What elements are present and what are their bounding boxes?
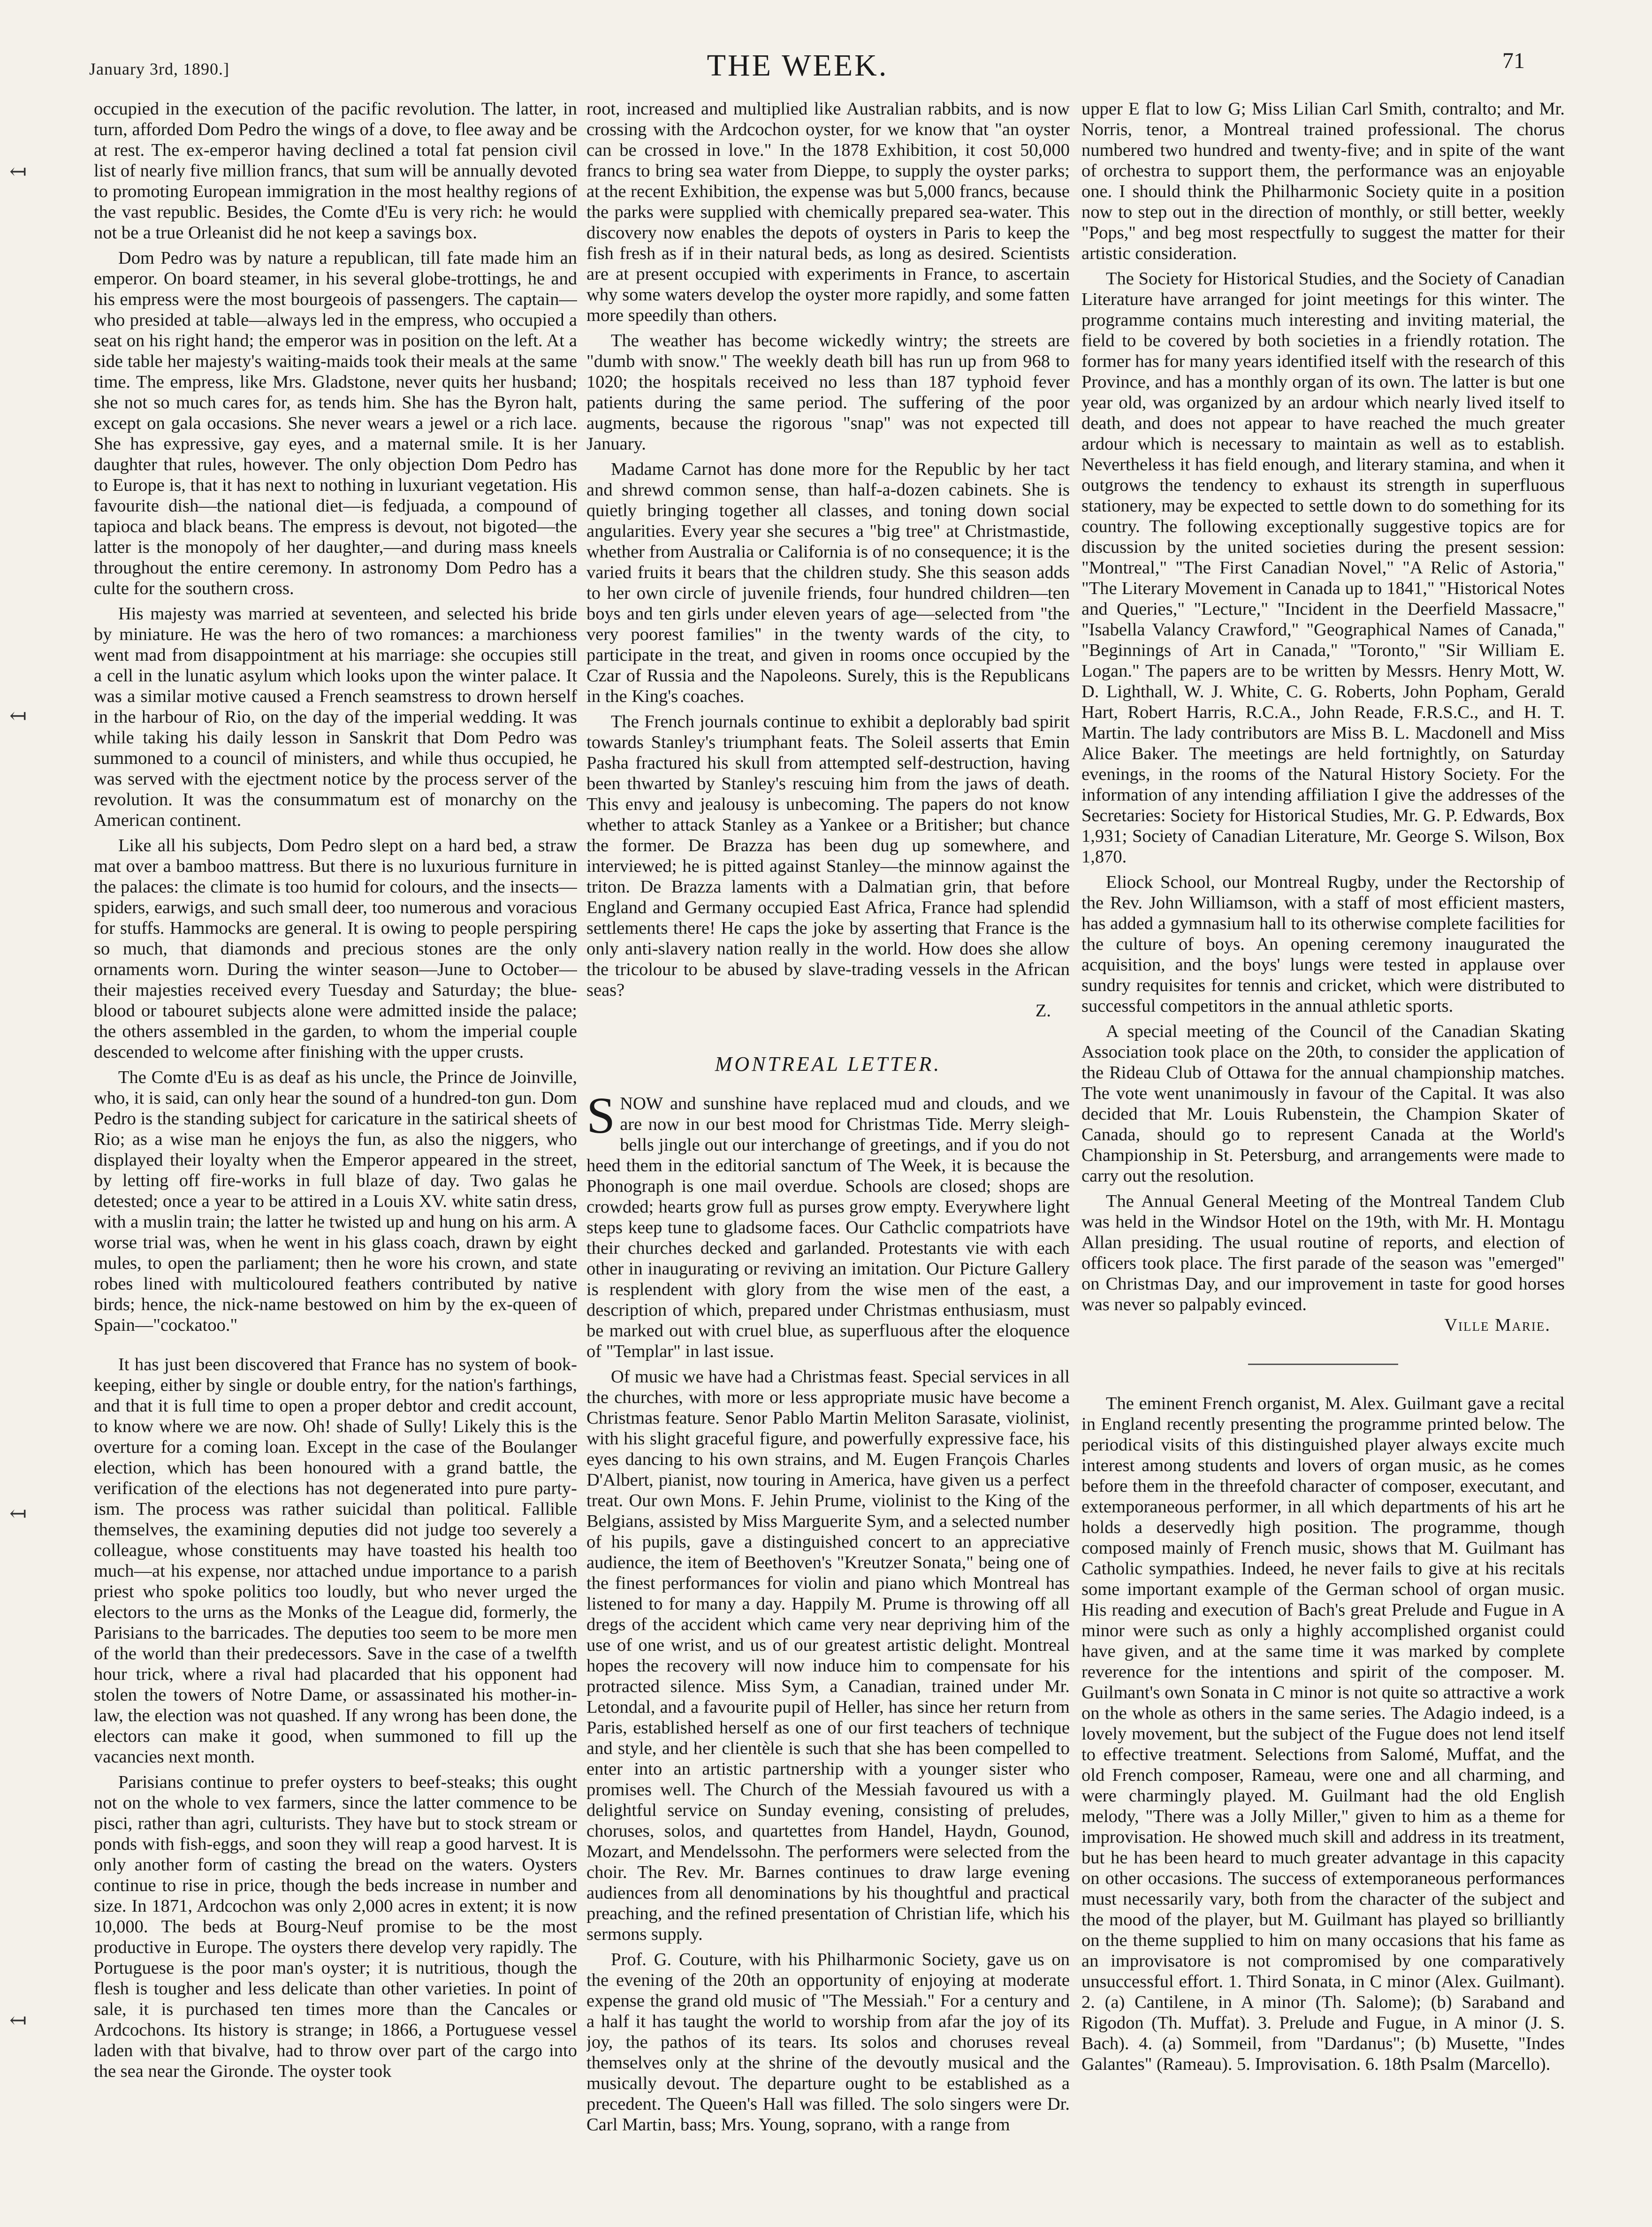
paragraph-lead — [586, 1087, 1070, 1362]
lead-text: NOW and sunshine have replaced mud and clouds, and we are now in our best mood for Christmas Tide. Merry sleigh-bells jingle out our interchange of greetings, and if you do not heed them in the editorial sanctum of The Week, it is because the Phonograph is one mail overdue. Schools are closed; shops are crowded; hearts grow full as purses grow empty. Everywhere light steps keep tune to gladsome faces. Our Cathclic compatriots have their churches decked and garlanded. Protestants vie with each other in inaugurating or reviving an imitation. Our Picture Gallery is resplendent with glory from the wise men of the east, a description of which, prepared under Christmas enthusiasm, must be marked out with cruel blue, as superfluous after the eloquence of "Templar" in last issue. — [586, 1094, 1070, 1361]
paragraph: Madame Carnot has done more for the Republic by her tact and shrewd common sense, than half-a-dozen cabinets. She is quietly bringing together all classes, and toning down social angularities. Every year she secures a "big tree" at Christmastide, whether from Australia or California is of no consequence; it is the varied fruits it bears that the children study. She this season adds to her own circle of juvenile friends, four hundred children—ten boys and ten girls under eleven years of age—selected from "the very poorest families" in the twenty wards of the city, to participate in the treat, and given in rooms once occupied by the Czar of Russia and the Napoleons. Surely, this is the Republicans in the King's coaches. — [586, 459, 1070, 706]
paragraph: Parisians continue to prefer oysters to beef-steaks; this ought not on the whole to vex farmers, since the latter commence to be pisci, rather than agri, culturists. They have but to stock stream or ponds with fish-eggs, and soon they will reap a good harvest. It is only another form of casting the bread on the waters. Oysters continue to rise in price, though the beds increase in number and size. In 1871, Ardcochon was only 2,000 acres in extent; it is now 10,000. The beds at Bourg-Neuf promise to be the most productive in Europe. The oysters there develop very rapidly. The Portuguese is the poor man's oyster; it is nutritious, though the flesh is tougher and less delicate than other varieties. In point of sale, it is purchased ten times more than the Cancales or Ardcochons. Its history is strange; in 1866, a Portuguese vessel laden with that bivalve, had to throw over part of the cargo into the sea near the Gironde. The oyster took — [94, 1772, 577, 2081]
page-number: 71 — [1502, 48, 1525, 73]
margin-mark: ↤ — [9, 2009, 27, 2032]
masthead-title: THE WEEK. — [707, 48, 889, 83]
paragraph: Eliock School, our Montreal Rugby, under the Rectorship of the Rev. John Williamson, with a staff of most efficient masters, has added a gymnasium hall to its otherwise complete facilities for the culture of boys. An opening ceremony inaugurated the acquisition, and the boys' lungs were tested in applause over sundry requisites for tennis and cricket, which were distributed to successful competitors in the annual athletic sports. — [1081, 872, 1565, 1016]
paragraph: The eminent French organist, M. Alex. Guilmant gave a recital in England recently presenting the programme printed below. The periodical visits of this distinguished player always excite much interest among students and lovers of organ music, as he comes before them in the threefold character of composer, executant, and extemporaneous performer, in all which departments of his art he holds a deservedly high position. The programme, though composed mainly of French music, shows that M. Guilmant has Catholic sympathies. Indeed, he never fails to give at his recitals some important example of the German school of organ music. His reading and execution of Bach's great Prelude and Fugue in A minor were such as only a highly accomplished organist could have given, and at the same time it was marked by complete reverence for the intentions and spirit of the composer. M. Guilmant's own Sonata in C minor is not quite so attractive a work on the whole as others in the same series. The Adagio indeed, is a lovely movement, but the subject of the Fugue does not lend itself to effective treatment. Selections from Salomé, Muffat, and the old French composer, Rameau, were one and all charming, and were charmingly played. M. Guilmant had the old English melody, "There was a Jolly Miller," given to him as a theme for improvisation. He showed much skill and address in its treatment, but he has been heard to much greater advantage in this capacity on other occasions. The success of extemporaneous performances must necessarily vary, both from the character of the subject and the mood of the player, but M. Guilmant has played so brilliantly on the theme supplied to him on many occasions that his fame as an improvisatore is not compromised by one comparatively unsuccessful effort. 1. Third Sonata, in C minor (Alex. Guilmant). 2. (a) Cantilene, in A minor (Th. Salome); (b) Saraband and Rigodon (Th. Muffat). 3. Prelude and Fugue, in A minor (J. S. Bach). 4. (a) Sommeil, from "Dardanus"; (b) Musette, "Indes Galantes" (Rameau). 5. Improvisation. 6. 18th Psalm (Marcello). — [1081, 1394, 1565, 2074]
paragraph: upper E flat to low G; Miss Lilian Carl Smith, contralto; and Mr. Norris, tenor, a Montreal trained professional. The chorus numbered two hundred and twenty-five; and in spite of the want of orchestra to support them, the performance was an enjoyable one. I should think the Philharmonic Society quite in a position now to step out in the direction of monthly, or still better, weekly "Pops," and beg most respectfully to suggest the matter for their artistic consideration. — [1081, 99, 1565, 263]
column-3 — [1081, 99, 1565, 2182]
paragraph: Dom Pedro was by nature a republican, till fate made him an emperor. On board steamer, in his several globe-trottings, he and his empress were the most bourgeois of passengers. The captain—who presided at table—always led in the empress, who occupied a seat on his right hand; the emperor was in position on the left. At a side table her majesty's waiting-maids took their meals at the same time. The empress, like Mrs. Gladstone, never quits her husband; she not so much cares for, as tends him. She has the Byron halt, except on gala occasions. She never wears a jewel or a rich lace. She has expressive, gay eyes, and a maternal smile. It is her daughter that rules, however. The only objection Dom Pedro has to Europe is, that it has next to nothing in luxuriant vegetation. His favourite dish—the national diet—is fedjuada, a compound of tapioca and black beans. The empress is devout, not bigoted—the latter is the monopoly of her daughter,—and during mass kneels throughout the entire ceremony. In astronomy Dom Pedro has a culte for the southern cross. — [94, 248, 577, 598]
signature-z: Z. — [1035, 1001, 1051, 1021]
paragraph: root, increased and multiplied like Australian rabbits, and is now crossing with the Ardcochon oyster, for we know that "an oyster can be crossed in love." In the 1878 Exhibition, it cost 50,000 francs to bring sea water from Dieppe, to supply the oyster parks; at the recent Exhibition, the expense was but 5,000 francs, because the parks were supplied with chemically prepared sea-water. This discovery now enables the depots of oysters in Paris to keep the fish fresh as if in their natural beds, as long as desired. Scientists are at present occupied with experiments in France, to ascertain why some waters develop the oyster more rapidly, and some fatten more speedily than others. — [586, 99, 1070, 325]
section-divider — [1248, 1364, 1398, 1365]
section-title-montreal-letter: MONTREAL LETTER. — [715, 1052, 942, 1075]
page-header — [70, 42, 1525, 84]
paragraph: The Comte d'Eu is as deaf as his uncle, the Prince de Joinville, who, it is said, can only hear the sound of a hundred-ton gun. Dom Pedro is the standing subject for caricature in the satirical sheets of Rio; as a wise man he enjoys the fun, as also the niggers, who displayed their loyalty when the Emperor appeared in the street, by letting off fire-works in full blaze of day. Two galas he detested; once a year to be attired in a Louis XV. white satin dress, with a muslin train; the latter he twisted up and hung on his arm. A worse trial was, when he went in his glass coach, drawn by eight mules, to open the parliament; then he wore his crown, and state robes lined with multicoloured feathers contributed by native birds; hence, the nick-name bestowed on him by the ex-queen of Spain—"cockatoo." — [94, 1068, 577, 1335]
paragraph: The weather has become wickedly wintry; the streets are "dumb with snow." The weekly death bill has run up from 968 to 1020; the hospitals received no less than 187 typhoid fever patients during the same period. The suffering of the poor augments, because the rigorous "snap" was not expected till January. — [586, 331, 1070, 454]
issue-date: January 3rd, 1890.] — [89, 60, 229, 78]
margin-mark: ↤ — [9, 704, 27, 727]
paragraph: Prof. G. Couture, with his Philharmonic Society, gave us on the evening of the 20th an opportunity of enjoying at moderate expense the grand old music of "The Messiah." For a century and a half it has taught the world to worship from afar the joy of its joy, the pathos of its tears. Its solos and choruses reveal themselves only at the shrine of the devoutly musical and the musically devout. The departure ought to be established as a precedent. The Queen's Hall was filled. The solo singers were Dr. Carl Martin, bass; Mrs. Young, soprano, with a range from — [586, 1950, 1070, 2135]
paragraph: The Society for Historical Studies, and the Society of Canadian Literature have arranged for joint meetings for this winter. The programme contains much interesting and inviting material, the field to be covered by both societies in a friendly rotation. The former has for many years identified itself with the research of this Province, and has a monthly organ of its own. The latter is but one year old, was organized by an ardour which nearly lived itself to death, and does not appear to have reached the much greater ardour which is necessary to maintain as well as to establish. Nevertheless it has field enough, and literary stamina, and when it outgrows the tendency to exhaust its strength in superfluous stationery, may be expected to settle down to do something for its country. The following exceptionally suggestive topics are for discussion by the united societies during the present session: "Montreal," "The First Canadian Novel," "A Relic of Astoria," "The Literary Movement in Canada up to 1841," "Historical Notes and Queries," "Lecture," "Incident in the Deerfield Massacre," "Isabella Valancy Crawford," "Geographical Names of Canada," "Beginnings of Art in Canada," "Toronto," "Sir William E. Logan." The papers are to be written by Messrs. Henry Mott, W. D. Lighthall, W. J. White, C. G. Roberts, John Popham, Gerald Hart, Robert Harris, R.C.A., John Reade, F.R.S.C., and H. T. Martin. The lady contributors are Miss B. L. Macdonell and Miss Alice Baker. The meetings are held fortnightly, on Saturday evenings, in the rooms of the Natural History Society. For the information of any intending affiliation I give the addresses of the Secretaries: Society for Historical Studies, Mr. G. P. Edwards, Box 1,931; Society of Canadian Literature, Mr. George S. Wilson, Box 1,870. — [1081, 269, 1565, 867]
paragraph: The Annual General Meeting of the Montreal Tandem Club was held in the Windsor Hotel on the 19th, with Mr. H. Montagu Allan presiding. The usual routine of reports, and election of officers took place. The first parade of the season was "emerged" on Christmas Day, and our improvement in taste for good horses was never so palpably evinced. — [1081, 1191, 1565, 1314]
paragraph: occupied in the execution of the pacific revolution. The latter, in turn, afforded Dom Pedro the wings of a dove, to flee away and be at rest. The ex-emperor having declined a total fat pension civil list of nearly five million francs, that sum will be annually devoted to promoting European immigration in the most healthy regions of the vast republic. Besides, the Comte d'Eu is very rich: he would not be a true Orleanist did he not keep a savings box. — [94, 99, 577, 243]
paragraph: A special meeting of the Council of the Canadian Skating Association took place on the 20th, to consider the application of the Rideau Club of Ottawa for the annual championship matches. The vote went unanimously in favour of the Capital. It was also decided that Mr. Louis Rubenstein, the Champion Skater of Canada, should go to represent Canada at the World's Championship in St. Petersburg, and arrangements were made to carry out the resolution. — [1081, 1022, 1565, 1186]
paragraph: It has just been discovered that France has no system of book-keeping, either by single or double entry, for the nation's farthings, and that it is full time to open a proper debtor and credit account, to know where we are now. Oh! shade of Sully! Likely this is the overture for a coming loan. Except in the case of the Boulanger election, which has been honoured with a grand battle, the verification of the elections has not degenerated into pure party-ism. The process was rather suicidal than political. Fallible themselves, the examining deputies did not judge too severely a colleague, whose constituents may have toasted his health too much—at his expense, nor attached undue importance to a parish priest who spoke politics too loudly, but who never urged the electors to the urns as the Monks of the League did, formerly, the Parisians to the barricades. The deputies too seem to be more men of the world than their predecessors. Save in the case of a twelfth hour trick, where a rival had placarded that his opponent had stolen the towers of Notre Dame, or assassinated his mother-in-law, the election was not quashed. If any wrong has been done, the electors can make it good, when summoned to fill up the vacancies next month. — [94, 1355, 577, 1767]
drop-cap: S — [586, 1087, 616, 1144]
margin-mark: ↤ — [9, 160, 27, 183]
column-2 — [586, 99, 1070, 2182]
signature-ville-marie: Ville Marie. — [1444, 1315, 1551, 1335]
paragraph: Of music we have had a Christmas feast. Special services in all the churches, with more or less appropriate music have become a Christmas feature. Senor Pablo Martin Meliton Sarasate, violinist, with his slight graceful figure, and powerfully expressive face, his eyes dancing to his own strains, and M. Eugen François Charles D'Albert, pianist, now touring in America, have given us a perfect treat. Our own Mons. F. Jehin Prume, violinist to the King of the Belgians, assisted by Miss Marguerite Sym, and a selected number of his pupils, gave a distinguished concert to an appreciative audience, the item of Beethoven's "Kreutzer Sonata," being one of the finest performances for violin and piano which Montreal has listened to for many a day. Happily M. Prume is throwing off all dregs of the accident which came very near depriving him of the use of one wrist, and us of our greatest artistic delight. Montreal hopes the recovery will now induce him to compensate for his protracted silence. Miss Sym, a Canadian, trained under Mr. Letondal, and a favourite pupil of Heller, has since her return from Paris, established herself as one of our first teachers of technique and style, and her clientèle is such that she has been compelled to enter into an artistic partnership with a younger sister who promises well. The Church of the Messiah favoured us with a delightful service on Sunday evening, consisting of preludes, choruses, solos, and quartettes from Handel, Haydn, Gounod, Mozart, and Mendelssohn. The performers were selected from the choir. The Rev. Mr. Barnes continues to draw large evening audiences from all denominations by his thoughtful and practical preaching, and the refined presentation of Christian life, which his sermons supply. — [586, 1367, 1070, 1944]
paragraph: The French journals continue to exhibit a deplorably bad spirit towards Stanley's triumphant feats. The Soleil asserts that Emin Pasha fractured his skull from attempted self-destruction, having been thwarted by Stanley's rescuing him from the jaws of death. This envy and jealousy is unbecoming. The papers do not know whether to attack Stanley as a Yankee or a Britisher; but chance the former. De Brazza has been dug up somewhere, and interviewed; he is pitted against Stanley—the minnow against the triton. De Brazza laments with a Dalmatian grin, that before England and Germany occupied East Africa, France had splendid settlements there! He caps the joke by asserting that France is the only anti-slavery nation really in the world. How does she allow the tricolour to be abused by slave-trading vessels in the African seas? — [586, 712, 1070, 1000]
paragraph: Like all his subjects, Dom Pedro slept on a hard bed, a straw mat over a bamboo mattress. But there is no luxurious furniture in the palaces: the climate is too humid for colours, and the insects—spiders, earwigs, and such small deer, too numerous and voracious for stuffs. Hammocks are general. It is owing to people perspiring so much, that diamonds and precious stones are the only ornaments worn. During the winter season—June to October—their majesties received every Tuesday and Saturday; the blue-blood or tabouret subjects alone were admitted inside the palace; the others assembled in the garden, to whom the imperial couple descended to welcome after finishing with the upper crusts. — [94, 836, 577, 1062]
column-1 — [94, 99, 577, 2182]
margin-mark: ↤ — [9, 1502, 27, 1525]
paragraph: His majesty was married at seventeen, and selected his bride by miniature. He was the hero of two romances: a marchioness went mad from disappointment at his marriage: she occupies still a cell in the lunatic asylum which looks upon the winter palace. It was a similar motive caused a French seamstress to drown herself in the harbour of Rio, on the day of the imperial wedding. It was while taking his daily lesson in Sanskrit that Dom Pedro was summoned to a council of ministers, and while thus occupied, he was served with the ejectment notice by the process server of the revolution. It was the consummatum est of monarchy on the American continent. — [94, 604, 577, 830]
